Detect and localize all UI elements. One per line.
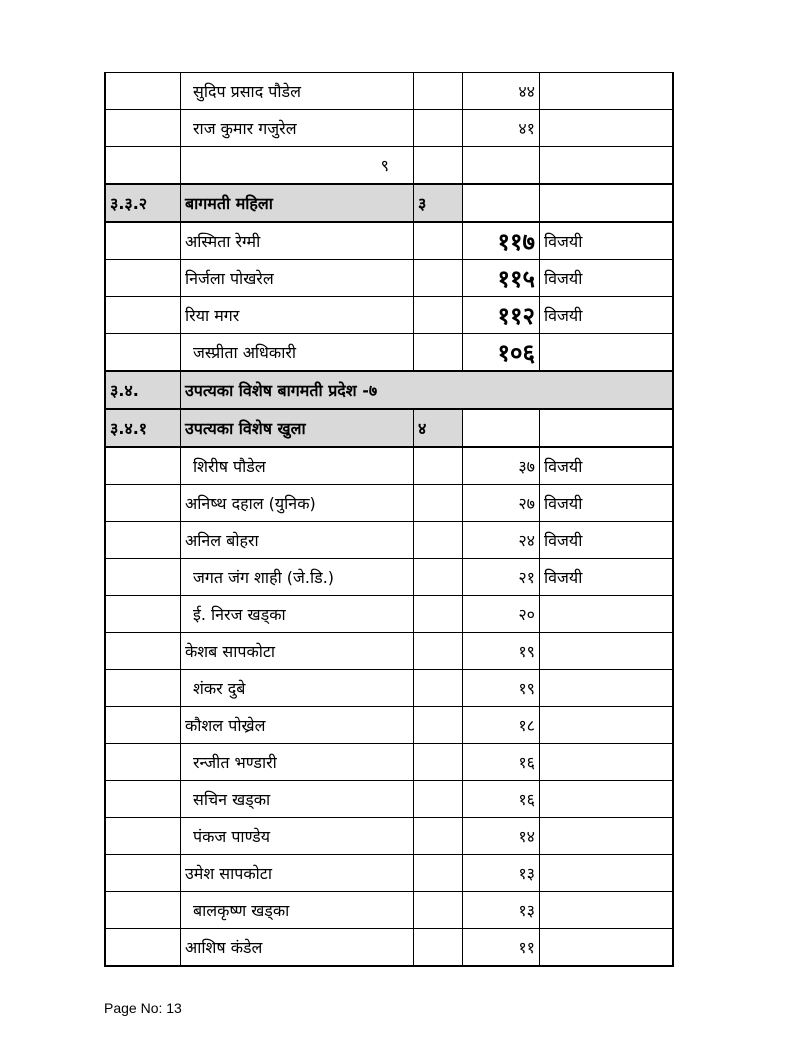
table-row <box>105 855 673 892</box>
result-status <box>540 707 674 744</box>
result-status <box>540 929 674 967</box>
vote-count: १०६ <box>463 334 540 372</box>
section-title: उपत्यका विशेष खुला <box>181 409 414 447</box>
section-number: ३.३.२ <box>105 184 181 222</box>
vote-count: ११ <box>463 929 540 967</box>
row-number <box>105 110 181 147</box>
table-row <box>105 110 673 147</box>
candidate-name: केशब सापकोटा <box>181 633 414 670</box>
seat-count <box>414 744 463 781</box>
table-row <box>105 707 673 744</box>
seat-count <box>414 485 463 522</box>
section-title: उपत्यका विशेष बागमती प्रदेश -७ <box>181 371 674 409</box>
seat-count <box>414 334 463 372</box>
vote-count: १३ <box>463 892 540 929</box>
result-status <box>540 670 674 707</box>
candidate-name: सुदिप प्रसाद पौडेल <box>181 73 414 110</box>
table-row <box>105 147 673 185</box>
row-number <box>105 297 181 334</box>
row-number <box>105 818 181 855</box>
seat-count <box>414 522 463 559</box>
vote-count: ११२ <box>463 297 540 334</box>
row-number <box>105 559 181 596</box>
seat-count <box>414 633 463 670</box>
candidate-name: निर्जला पोखरेल <box>181 260 414 297</box>
result-status <box>540 409 674 447</box>
seat-count: ३ <box>414 184 463 222</box>
vote-count: १९ <box>463 633 540 670</box>
candidate-name: उमेश सापकोटा <box>181 855 414 892</box>
candidate-name: रिया मगर <box>181 297 414 334</box>
table-row <box>105 522 673 559</box>
result-status <box>540 596 674 633</box>
result-status: विजयी <box>540 559 674 596</box>
row-number <box>105 73 181 110</box>
candidate-name: कौशल पोख्रेल <box>181 707 414 744</box>
result-status: विजयी <box>540 447 674 485</box>
row-number <box>105 855 181 892</box>
vote-count <box>463 409 540 447</box>
candidate-name: अनिष्थ दहाल (युनिक) <box>181 485 414 522</box>
candidate-name: जस्प्रीता अधिकारी <box>181 334 414 372</box>
row-number <box>105 892 181 929</box>
section-title: बागमती महिला <box>181 184 414 222</box>
seat-count <box>414 855 463 892</box>
candidate-count: ९ <box>181 147 414 185</box>
result-status: विजयी <box>540 222 674 260</box>
vote-count: ३७ <box>463 447 540 485</box>
row-number <box>105 633 181 670</box>
vote-count: १३ <box>463 855 540 892</box>
row-number <box>105 707 181 744</box>
result-status <box>540 855 674 892</box>
section-number: ३.४. <box>105 371 181 409</box>
result-status <box>540 744 674 781</box>
vote-count: १४ <box>463 818 540 855</box>
vote-count <box>463 184 540 222</box>
result-status <box>540 334 674 372</box>
seat-count <box>414 781 463 818</box>
table-row <box>105 744 673 781</box>
vote-count: १८ <box>463 707 540 744</box>
vote-count: ४४ <box>463 73 540 110</box>
result-status: विजयी <box>540 297 674 334</box>
candidate-name: अस्मिता रेग्मी <box>181 222 414 260</box>
section-header-row <box>105 409 673 447</box>
table-row <box>105 559 673 596</box>
row-number <box>105 447 181 485</box>
row-number <box>105 485 181 522</box>
section-number: ३.४.१ <box>105 409 181 447</box>
seat-count <box>414 297 463 334</box>
result-status: विजयी <box>540 485 674 522</box>
vote-count: ४१ <box>463 110 540 147</box>
candidate-name: ई. निरज खड्का <box>181 596 414 633</box>
result-status <box>540 73 674 110</box>
table-row <box>105 485 673 522</box>
seat-count <box>414 818 463 855</box>
table-row <box>105 596 673 633</box>
vote-count: ११७ <box>463 222 540 260</box>
candidate-name: राज कुमार गजुरेल <box>181 110 414 147</box>
row-number <box>105 929 181 967</box>
candidate-name: शिरीष पौडेल <box>181 447 414 485</box>
result-status <box>540 110 674 147</box>
table-row <box>105 222 673 260</box>
result-status: विजयी <box>540 260 674 297</box>
candidate-name: जगत जंग शाही (जे.डि.) <box>181 559 414 596</box>
section-header-row <box>105 184 673 222</box>
result-status <box>540 633 674 670</box>
candidate-name: पंकज पाण्डेय <box>181 818 414 855</box>
table-row <box>105 260 673 297</box>
vote-count: २४ <box>463 522 540 559</box>
seat-count <box>414 892 463 929</box>
row-number <box>105 260 181 297</box>
seat-count: ४ <box>414 409 463 447</box>
row-number <box>105 781 181 818</box>
row-number <box>105 522 181 559</box>
table-row <box>105 781 673 818</box>
table-row <box>105 447 673 485</box>
result-status <box>540 184 674 222</box>
table-row <box>105 334 673 372</box>
table-row <box>105 633 673 670</box>
vote-count: ११५ <box>463 260 540 297</box>
table-row <box>105 929 673 967</box>
row-number <box>105 147 181 185</box>
seat-count <box>414 559 463 596</box>
vote-count: १९ <box>463 670 540 707</box>
seat-count <box>414 670 463 707</box>
candidate-name: बालकृष्ण खड्का <box>181 892 414 929</box>
row-number <box>105 222 181 260</box>
seat-count <box>414 73 463 110</box>
seat-count <box>414 260 463 297</box>
result-status <box>540 818 674 855</box>
seat-count <box>414 147 463 185</box>
seat-count <box>414 222 463 260</box>
vote-count: २७ <box>463 485 540 522</box>
vote-count: १६ <box>463 781 540 818</box>
result-status <box>540 781 674 818</box>
section-header-row <box>105 371 673 409</box>
seat-count <box>414 929 463 967</box>
table-row <box>105 670 673 707</box>
seat-count <box>414 110 463 147</box>
row-number <box>105 744 181 781</box>
row-number <box>105 334 181 372</box>
seat-count <box>414 707 463 744</box>
row-number <box>105 596 181 633</box>
result-status: विजयी <box>540 522 674 559</box>
results-table <box>104 72 674 967</box>
candidate-name: रन्जीत भण्डारी <box>181 744 414 781</box>
table-row <box>105 818 673 855</box>
seat-count <box>414 596 463 633</box>
vote-count: २० <box>463 596 540 633</box>
table-row <box>105 892 673 929</box>
candidate-name: अनिल बोहरा <box>181 522 414 559</box>
table-row <box>105 73 673 110</box>
candidate-name: शंकर दुबे <box>181 670 414 707</box>
page-number: Page No: 13 <box>104 1000 182 1016</box>
seat-count <box>414 447 463 485</box>
vote-count <box>463 147 540 185</box>
table-row <box>105 297 673 334</box>
vote-count: २१ <box>463 559 540 596</box>
vote-count: १६ <box>463 744 540 781</box>
result-status <box>540 892 674 929</box>
candidate-name: सचिन खड्का <box>181 781 414 818</box>
candidate-name: आशिष कंडेल <box>181 929 414 967</box>
row-number <box>105 670 181 707</box>
result-status <box>540 147 674 185</box>
